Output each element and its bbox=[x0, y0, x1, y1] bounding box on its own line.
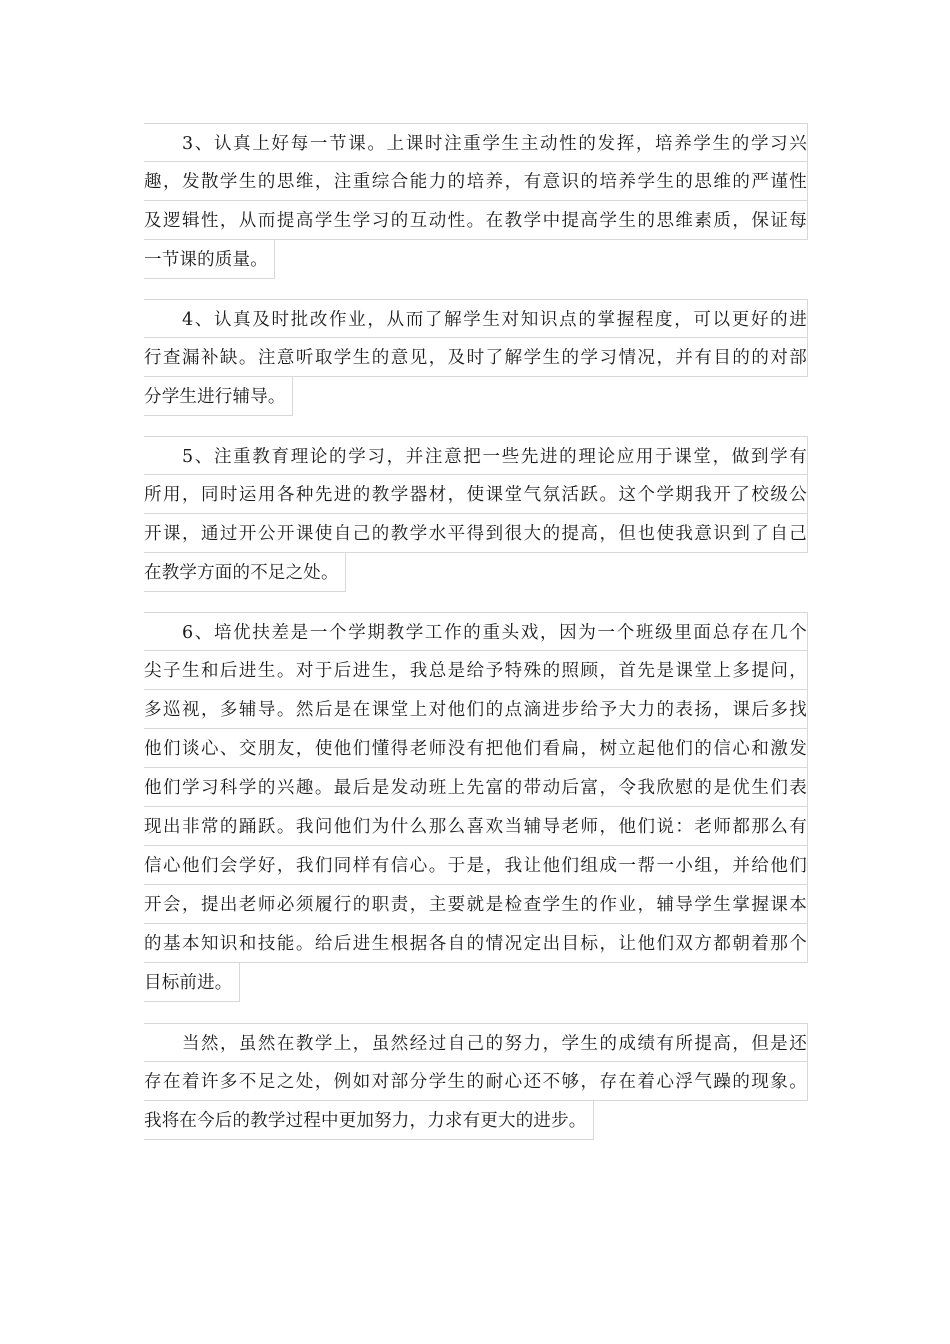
paragraph-4-homework bbox=[144, 299, 808, 420]
paragraph-conclusion bbox=[144, 1023, 808, 1144]
text-line: 3、认真上好每一节课。上课时注重学生主动性的发挥，培养学生的学习兴 bbox=[144, 123, 808, 162]
text-line: 及逻辑性，从而提高学生学习的互动性。在教学中提高学生的思维素质，保证每 bbox=[144, 201, 808, 240]
text-line: 信心他们会学好，我们同样有信心。于是，我让他们组成一帮一小组，并给他们 bbox=[144, 846, 808, 885]
text-line: 6、培优扶差是一个学期教学工作的重头戏，因为一个班级里面总存在几个 bbox=[144, 612, 808, 651]
text-line: 趣，发散学生的思维，注重综合能力的培养，有意识的培养学生的思维的严谨性 bbox=[144, 162, 808, 201]
text-line: 开课，通过开公开课使自己的教学水平得到很大的提高，但也使我意识到了自己 bbox=[144, 514, 808, 553]
text-line: 目标前进。 bbox=[144, 963, 240, 1002]
text-line: 多巡视，多辅导。然后是在课堂上对他们的点滴进步给予大力的表扬，课后多找 bbox=[144, 690, 808, 729]
text-line: 存在着许多不足之处，例如对部分学生的耐心还不够，存在着心浮气躁的现象。 bbox=[144, 1062, 808, 1101]
text-line: 一节课的质量。 bbox=[144, 240, 275, 279]
text-line: 行查漏补缺。注意听取学生的意见，及时了解学生的学习情况，并有目的的对部 bbox=[144, 338, 808, 377]
text-line: 开会，提出老师必须履行的职责，主要就是检查学生的作业，辅导学生掌握课本 bbox=[144, 885, 808, 924]
text-line: 当然，虽然在教学上，虽然经过自己的努力，学生的成绩有所提高，但是还 bbox=[144, 1023, 808, 1062]
paragraph-3-lectures bbox=[144, 123, 808, 283]
text-line: 尖子生和后进生。对于后进生，我总是给予特殊的照顾，首先是课堂上多提问， bbox=[144, 651, 808, 690]
text-line: 他们谈心、交朋友，使他们懂得老师没有把他们看扁，树立起他们的信心和激发 bbox=[144, 729, 808, 768]
text-line: 的基本知识和技能。给后进生根据各自的情况定出目标，让他们双方都朝着那个 bbox=[144, 924, 808, 963]
text-line: 4、认真及时批改作业，从而了解学生对知识点的掌握程度，可以更好的进 bbox=[144, 299, 808, 338]
paragraph-5-theory bbox=[144, 436, 808, 596]
text-line: 在教学方面的不足之处。 bbox=[144, 553, 346, 592]
text-line: 现出非常的踊跃。我问他们为什么那么喜欢当辅导老师，他们说：老师都那么有 bbox=[144, 807, 808, 846]
text-line: 分学生进行辅导。 bbox=[144, 377, 293, 416]
text-line: 所用，同时运用各种先进的教学器材，使课堂气氛活跃。这个学期我开了校级公 bbox=[144, 475, 808, 514]
text-line: 5、注重教育理论的学习，并注意把一些先进的理论应用于课堂，做到学有 bbox=[144, 436, 808, 475]
text-line: 我将在今后的教学过程中更加努力，力求有更大的进步。 bbox=[144, 1101, 594, 1140]
paragraph-6-tutoring bbox=[144, 612, 808, 1006]
text-line: 他们学习科学的兴趣。最后是发动班上先富的带动后富，令我欣慰的是优生们表 bbox=[144, 768, 808, 807]
